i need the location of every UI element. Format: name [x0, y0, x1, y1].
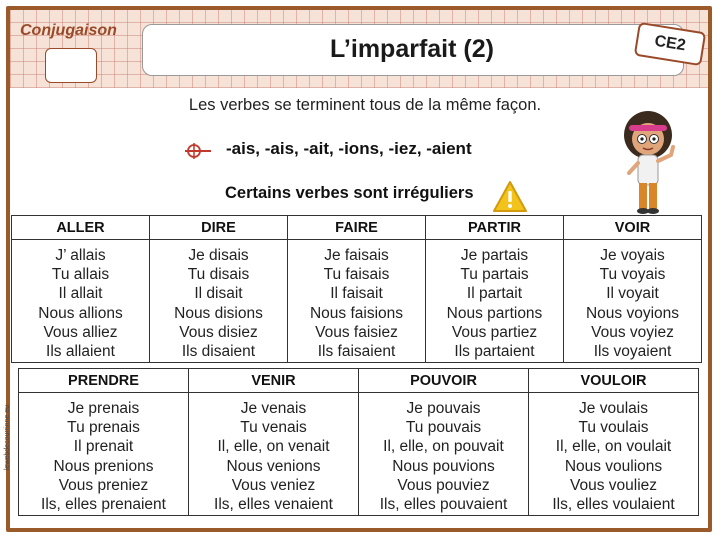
- credit-text: lewebdecourrinne.eu: [4, 405, 11, 470]
- conjugated-form: Ils faisaient: [317, 343, 396, 361]
- conjugation-cell: [189, 393, 359, 516]
- girl-thinking-illustration: [615, 103, 685, 218]
- conjugated-form: Nous faisions: [309, 304, 404, 322]
- irregular-verbs-table-2: [18, 368, 699, 516]
- conjugated-form: Je partais: [460, 247, 529, 264]
- conjugated-form: Je faisais: [324, 247, 389, 264]
- conjugation-cell: [19, 393, 189, 516]
- conjugated-form: Il faisait: [330, 285, 383, 303]
- endings-text: -ais, -ais, -ait, -ions, -iez, -aient: [226, 139, 472, 158]
- irregular-note: Certains verbes sont irréguliers: [225, 184, 474, 202]
- conjugated-form: Vous pouviez: [397, 476, 490, 494]
- conjugated-form: Il partait: [466, 285, 523, 303]
- conjugated-form: Tu allais: [51, 266, 110, 284]
- conjugated-form: Il prenait: [73, 438, 134, 456]
- verb-header: VOULOIR: [529, 369, 699, 393]
- conjugated-form: Ils disaient: [181, 343, 256, 361]
- verb-header: POUVOIR: [359, 369, 529, 393]
- conjugated-form: Je pouvais: [406, 400, 481, 417]
- conjugated-form: Il, elle, on pouvait: [383, 438, 504, 456]
- conjugation-cell: [426, 240, 564, 363]
- conjugated-form: Tu voyais: [599, 266, 666, 284]
- conjugated-form: Ils partaient: [454, 343, 535, 361]
- conjugation-cell: [150, 240, 288, 363]
- conjugated-form: Vous veniez: [231, 476, 316, 494]
- verb-header: FAIRE: [288, 216, 426, 240]
- conjugation-cell: [564, 240, 702, 363]
- page-title: L’imparfait (2): [330, 35, 494, 63]
- conjugation-cell: [359, 393, 529, 516]
- conjugated-form: Vous faisiez: [315, 323, 398, 341]
- conjugated-form: Il disait: [194, 285, 243, 303]
- conjugated-form: Ils allaient: [46, 343, 115, 361]
- conjugated-form: Tu disais: [187, 266, 250, 284]
- conjugated-form: Nous voyions: [585, 304, 680, 322]
- conjugated-form: Tu venais: [240, 419, 307, 437]
- level-tag: CE2: [634, 22, 706, 66]
- conjugated-form: Vous partiez: [451, 323, 538, 341]
- conjugated-form: Ils, elles prenaient: [41, 496, 166, 514]
- verb-header: PRENDRE: [19, 369, 189, 393]
- conjugated-form: Nous allions: [38, 304, 123, 322]
- conjugated-form: Tu prenais: [67, 419, 140, 437]
- conjugated-form: Nous venions: [226, 457, 321, 475]
- conjugated-form: Il allait: [58, 285, 103, 303]
- verb-header: ALLER: [12, 216, 150, 240]
- intro-sentence: Les verbes se terminent tous de la même façon.: [188, 96, 542, 114]
- conjugated-form: Ils, elles voulaient: [552, 496, 675, 514]
- conjugated-form: Je voyais: [600, 247, 665, 264]
- conjugated-form: Vous alliez: [43, 323, 118, 341]
- verb-header: VENIR: [189, 369, 359, 393]
- verb-header: VOIR: [564, 216, 702, 240]
- irregular-verbs-table-1: [11, 215, 702, 363]
- warning-icon: [492, 180, 528, 214]
- conjugation-cell: [12, 240, 150, 363]
- empty-label-box: [45, 48, 97, 83]
- conjugation-cell: [529, 393, 699, 516]
- conjugated-form: Tu voulais: [578, 419, 649, 437]
- verb-header: PARTIR: [426, 216, 564, 240]
- conjugated-form: Nous partions: [446, 304, 543, 322]
- section-label: Conjugaison: [20, 22, 117, 39]
- conjugated-form: Je voulais: [579, 400, 648, 417]
- conjugated-form: Je prenais: [67, 400, 140, 417]
- conjugated-form: Ils, elles pouvaient: [379, 496, 508, 514]
- conjugated-form: Il, elle, on venait: [217, 438, 330, 456]
- conjugated-form: J’ allais: [55, 247, 106, 264]
- verb-header: DIRE: [150, 216, 288, 240]
- conjugated-form: Tu partais: [460, 266, 529, 284]
- conjugated-form: Tu pouvais: [405, 419, 482, 437]
- conjugated-form: Nous prenions: [53, 457, 154, 475]
- conjugated-form: Je disais: [188, 247, 249, 264]
- conjugated-form: Nous voulions: [564, 457, 663, 475]
- conjugated-form: Vous disiez: [179, 323, 258, 341]
- conjugated-form: Vous preniez: [58, 476, 149, 494]
- conjugation-cell: [288, 240, 426, 363]
- conjugated-form: Ils, elles venaient: [214, 496, 333, 514]
- conjugated-form: Vous vouliez: [569, 476, 658, 494]
- conjugated-form: Tu faisais: [323, 266, 390, 284]
- conjugated-form: Il, elle, on voulait: [555, 438, 672, 456]
- pointing-hand-icon: [184, 140, 212, 162]
- conjugated-form: Ils voyaient: [593, 343, 672, 361]
- conjugated-form: Nous disions: [174, 304, 263, 322]
- conjugated-form: Je venais: [240, 400, 307, 417]
- conjugated-form: Nous pouvions: [392, 457, 495, 475]
- conjugated-form: Il voyait: [606, 285, 659, 303]
- conjugated-form: Vous voyiez: [591, 323, 674, 341]
